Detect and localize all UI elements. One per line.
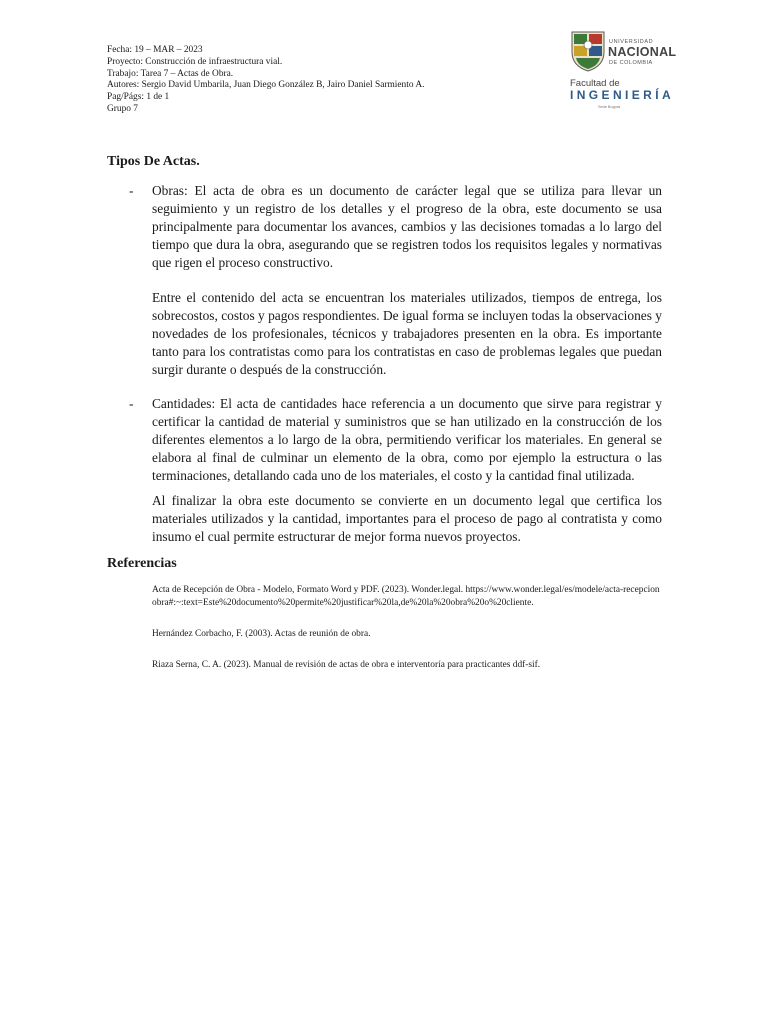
obras-paragraph: Obras: El acta de obra es un documento de carácter legal que se utiliza para llevar un seguimiento y un registro de los detalles y el progreso de la obra, este documento se usa principalmente para documentar los avances, cambios y las decisiones tomadas a lo largo del tiempo que dura la obra, asegurando que se registren todos los requisitos legales y normativas que rigen el proceso constructivo.	[152, 183, 662, 270]
logo-sede-text: Sede Bogotá	[598, 105, 620, 109]
bullet-dash: -	[129, 396, 134, 411]
document-header-info	[107, 45, 424, 116]
cantidades-paragraph: Cantidades: El acta de cantidades hace referencia a un documento que sirve para registrar y certificar la cantidad de material y suministros que se han utilizado en la construcción de los diferentes elementos a lo largo de la obra, permitiendo verificar los materiales. En general se elabora al final de culminar un elemento de la obra, como por ejemplo la estructura o las terminaciones, detallando cada uno de los materiales, el costo y la cantidad final utilizada.	[152, 396, 662, 483]
logo-country-text: DE COLOMBIA	[609, 60, 653, 66]
logo-universidad-text: UNIVERSIDAD	[609, 39, 654, 45]
list-item-cantidades	[107, 395, 662, 485]
reference-item: Riaza Serna, C. A. (2023). Manual de revisión de actas de obra e interventoría para practicantes ddf-sif.	[152, 660, 541, 670]
obras-paragraph-2: Entre el contenido del acta se encuentran los materiales utilizados, tiempos de entrega, los sobrecostos, costos y pagos respondientes. De igual forma se incluyen todas la observaciones y novedades de los profesionales, técnicos y trabajadores presenten en la obra. Es importante tanto para los contratistas como para los contratistas en caso de problemas legales que puedan surgir durante o después de la construcción.	[152, 290, 662, 377]
header-trabajo: Trabajo: Tarea 7 – Actas de Obra.	[107, 68, 234, 79]
header-fecha: Fecha: 19 – MAR – 2023	[107, 45, 203, 55]
reference-item: Hernández Corbacho, F. (2003). Actas de reunión de obra.	[152, 629, 371, 639]
reference-item: Acta de Recepción de Obra - Modelo, Formato Word y PDF. (2023). Wonder.legal. https://www.wonder.legal/es/modele/acta-recepcion obra#:~:text=Este%20documento%20permite%20justificar%20la,de%20la%20obra%20o%20cliente.	[152, 585, 660, 608]
header-autores: Autores: Sergio David Umbarila, Juan Diego González B, Jairo Daniel Sarmiento A.	[107, 80, 425, 91]
university-logo	[570, 30, 677, 125]
header-proyecto: Proyecto: Construcción de infraestructura vial.	[107, 56, 283, 67]
logo-nacional-text: NACIONAL	[608, 45, 677, 59]
bullet-dash: -	[129, 183, 134, 198]
list-item-obras	[107, 182, 662, 272]
references-title: Referencias	[107, 556, 177, 571]
cantidades-paragraph-2: Al finalizar la obra este documento se convierte en un documento legal que certifica los materiales utilizados y la cantidad, importantes para el proceso de pago al contratista y como insumo el cual permite estructurar de mejor forma nuevos proyectos.	[152, 493, 662, 544]
logo-facultad-text: Facultad de	[570, 78, 620, 89]
section-title: Tipos De Actas.	[107, 154, 200, 169]
header-grupo: Grupo 7	[107, 103, 138, 114]
header-paginas: Pag/Págs: 1 de 1	[107, 92, 170, 103]
logo-ingenieria-text: INGENIERÍA	[570, 88, 675, 102]
university-seal-icon	[570, 30, 606, 72]
